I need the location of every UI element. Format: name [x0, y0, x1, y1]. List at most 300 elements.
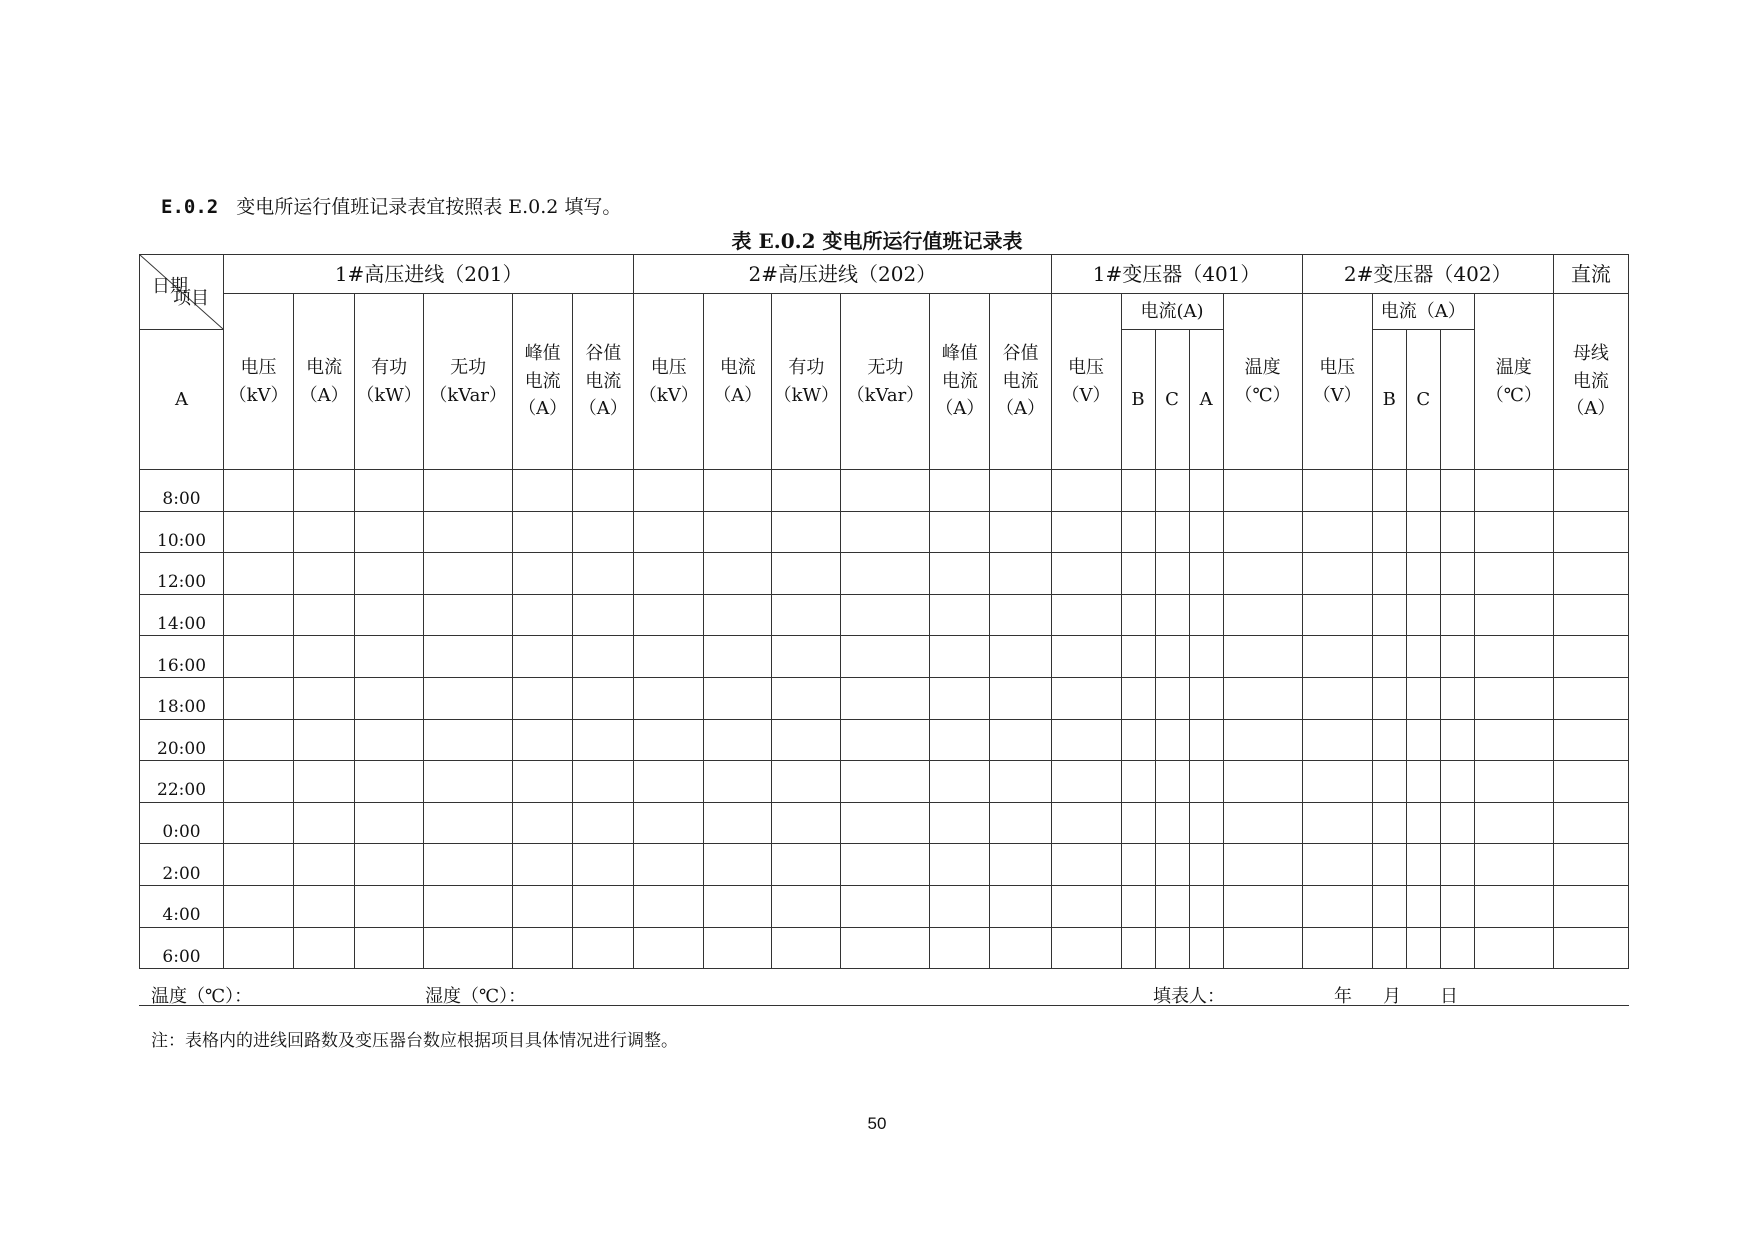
entry-cell[interactable]: [1406, 802, 1440, 844]
entry-cell[interactable]: [841, 885, 930, 927]
entry-cell[interactable]: [772, 511, 841, 553]
entry-cell[interactable]: [1155, 719, 1189, 761]
entry-cell[interactable]: [772, 885, 841, 927]
entry-cell[interactable]: [224, 594, 294, 636]
entry-cell[interactable]: [990, 511, 1051, 553]
entry-cell[interactable]: [1155, 761, 1189, 803]
entry-cell[interactable]: [224, 636, 294, 678]
entry-cell[interactable]: [1223, 802, 1302, 844]
entry-cell[interactable]: [424, 761, 513, 803]
entry-cell[interactable]: [1189, 844, 1223, 886]
entry-cell[interactable]: [224, 885, 294, 927]
time-row: [140, 927, 1629, 969]
entry-cell[interactable]: [1121, 553, 1155, 595]
entry-cell[interactable]: [513, 511, 573, 553]
entry-cell[interactable]: [1189, 511, 1223, 553]
entry-cell[interactable]: [1121, 844, 1155, 886]
entry-cell[interactable]: [1302, 677, 1372, 719]
entry-cell[interactable]: [1051, 677, 1121, 719]
header-line: 电流: [585, 370, 622, 392]
header-line: 电流: [941, 370, 978, 392]
entry-cell[interactable]: [634, 844, 704, 886]
entry-cell[interactable]: [1302, 761, 1372, 803]
entry-cell[interactable]: [1223, 470, 1302, 512]
entry-cell[interactable]: [1474, 636, 1553, 678]
entry-cell[interactable]: [513, 677, 573, 719]
entry-cell[interactable]: [1051, 594, 1121, 636]
table-caption: 表 E.0.2 变电所运行值班记录表: [731, 229, 1023, 253]
entry-cell[interactable]: [634, 594, 704, 636]
entry-cell[interactable]: [1406, 636, 1440, 678]
entry-cell[interactable]: [1553, 511, 1628, 553]
entry-cell[interactable]: [1302, 885, 1372, 927]
entry-cell[interactable]: [1189, 636, 1223, 678]
entry-cell[interactable]: [1406, 927, 1440, 969]
entry-cell[interactable]: [1474, 719, 1553, 761]
entry-cell[interactable]: [355, 470, 424, 512]
time-row: [140, 677, 1629, 719]
entry-cell[interactable]: [1440, 802, 1474, 844]
entry-cell[interactable]: [1440, 885, 1474, 927]
entry-cell[interactable]: [294, 927, 355, 969]
entry-cell[interactable]: [1372, 844, 1406, 886]
entry-cell[interactable]: [224, 927, 294, 969]
entry-cell[interactable]: [224, 761, 294, 803]
entry-cell[interactable]: [930, 761, 990, 803]
entry-cell[interactable]: [573, 553, 634, 595]
entry-cell[interactable]: [1189, 553, 1223, 595]
entry-cell[interactable]: [513, 470, 573, 512]
entry-cell[interactable]: [930, 636, 990, 678]
entry-cell[interactable]: [1302, 844, 1372, 886]
entry-cell[interactable]: [573, 844, 634, 886]
entry-cell[interactable]: [841, 802, 930, 844]
entry-cell[interactable]: [1223, 636, 1302, 678]
entry-cell[interactable]: [1372, 594, 1406, 636]
entry-cell[interactable]: [1121, 802, 1155, 844]
entry-cell[interactable]: [1553, 594, 1628, 636]
entry-cell[interactable]: [424, 511, 513, 553]
time-cell: [140, 761, 224, 803]
entry-cell[interactable]: [1155, 677, 1189, 719]
entry-cell[interactable]: [1553, 927, 1628, 969]
entry-cell[interactable]: [355, 927, 424, 969]
entry-cell[interactable]: [990, 719, 1051, 761]
time-row: [140, 636, 1629, 678]
entry-cell[interactable]: [1051, 885, 1121, 927]
entry-cell[interactable]: [704, 594, 772, 636]
entry-cell[interactable]: [1051, 511, 1121, 553]
entry-cell[interactable]: [1302, 719, 1372, 761]
entry-cell[interactable]: [513, 594, 573, 636]
dc-bus-current-header: [1553, 294, 1628, 470]
entry-cell[interactable]: [704, 927, 772, 969]
entry-cell[interactable]: [841, 636, 930, 678]
entry-cell[interactable]: [355, 802, 424, 844]
entry-cell[interactable]: [1155, 594, 1189, 636]
entry-cell[interactable]: [1189, 927, 1223, 969]
entry-cell[interactable]: [1553, 470, 1628, 512]
entry-cell[interactable]: [990, 553, 1051, 595]
entry-cell[interactable]: [1051, 719, 1121, 761]
entry-cell[interactable]: [1155, 927, 1189, 969]
entry-cell[interactable]: [424, 553, 513, 595]
entry-cell[interactable]: [1440, 761, 1474, 803]
entry-cell[interactable]: [573, 594, 634, 636]
header-line: 电压: [650, 356, 687, 378]
time-label: 0:00: [162, 822, 201, 842]
entry-cell[interactable]: [704, 636, 772, 678]
entry-cell[interactable]: [634, 677, 704, 719]
entry-cell[interactable]: [1223, 844, 1302, 886]
entry-cell[interactable]: [1474, 553, 1553, 595]
entry-cell[interactable]: [424, 594, 513, 636]
group-dc: 直流: [1553, 255, 1628, 294]
entry-cell[interactable]: [930, 511, 990, 553]
entry-cell[interactable]: [1051, 636, 1121, 678]
entry-cell[interactable]: [513, 636, 573, 678]
entry-cell[interactable]: [990, 844, 1051, 886]
entry-cell[interactable]: [1155, 844, 1189, 886]
entry-cell[interactable]: [1121, 927, 1155, 969]
entry-cell[interactable]: [930, 677, 990, 719]
entry-cell[interactable]: [1372, 719, 1406, 761]
entry-cell[interactable]: [772, 719, 841, 761]
entry-cell[interactable]: [355, 844, 424, 886]
entry-cell[interactable]: [513, 719, 573, 761]
entry-cell[interactable]: [1553, 553, 1628, 595]
entry-cell[interactable]: [1155, 553, 1189, 595]
entry-cell[interactable]: [1223, 677, 1302, 719]
entry-cell[interactable]: [990, 761, 1051, 803]
entry-cell[interactable]: [1553, 885, 1628, 927]
entry-cell[interactable]: [355, 719, 424, 761]
entry-cell[interactable]: [1223, 927, 1302, 969]
entry-cell[interactable]: [1223, 761, 1302, 803]
entry-cell[interactable]: [772, 927, 841, 969]
header-line: （kV）: [228, 384, 289, 406]
entry-cell[interactable]: [1121, 470, 1155, 512]
corner-date-label: 日期: [152, 276, 188, 298]
entry-cell[interactable]: [1121, 636, 1155, 678]
entry-cell[interactable]: [841, 677, 930, 719]
entry-cell[interactable]: [990, 636, 1051, 678]
entry-cell[interactable]: [294, 761, 355, 803]
entry-cell[interactable]: [1474, 594, 1553, 636]
entry-cell[interactable]: [294, 844, 355, 886]
entry-cell[interactable]: [704, 677, 772, 719]
entry-cell[interactable]: [1474, 927, 1553, 969]
entry-cell[interactable]: [634, 636, 704, 678]
entry-cell[interactable]: [930, 470, 990, 512]
entry-cell[interactable]: [1302, 636, 1372, 678]
entry-cell[interactable]: [1372, 761, 1406, 803]
entry-cell[interactable]: [224, 470, 294, 512]
tr1-voltage-header: [1051, 294, 1121, 470]
entry-cell[interactable]: [1553, 677, 1628, 719]
entry-cell[interactable]: [513, 761, 573, 803]
entry-cell[interactable]: [1302, 927, 1372, 969]
entry-cell[interactable]: [930, 844, 990, 886]
entry-cell[interactable]: [513, 844, 573, 886]
entry-cell[interactable]: [990, 885, 1051, 927]
entry-cell[interactable]: [424, 844, 513, 886]
entry-cell[interactable]: [704, 470, 772, 512]
entry-cell[interactable]: [355, 885, 424, 927]
entry-cell[interactable]: [634, 927, 704, 969]
header-line: （kVar）: [429, 384, 507, 406]
entry-cell[interactable]: [1155, 470, 1189, 512]
entry-cell[interactable]: [1189, 470, 1223, 512]
entry-cell[interactable]: [1189, 802, 1223, 844]
entry-cell[interactable]: [1051, 927, 1121, 969]
entry-cell[interactable]: [634, 511, 704, 553]
header-line: （kV）: [638, 384, 699, 406]
entry-cell[interactable]: [424, 636, 513, 678]
entry-cell[interactable]: [1051, 761, 1121, 803]
entry-cell[interactable]: [1051, 844, 1121, 886]
entry-cell[interactable]: [841, 511, 930, 553]
entry-cell[interactable]: [1440, 594, 1474, 636]
entry-cell[interactable]: [1553, 719, 1628, 761]
footer-month: 月: [1383, 986, 1401, 1007]
entry-cell[interactable]: [841, 761, 930, 803]
entry-cell[interactable]: [1372, 553, 1406, 595]
entry-cell[interactable]: [1474, 761, 1553, 803]
entry-cell[interactable]: [704, 511, 772, 553]
entry-cell[interactable]: [1406, 719, 1440, 761]
entry-cell[interactable]: [294, 470, 355, 512]
header-line: （A）: [299, 384, 349, 406]
entry-cell[interactable]: [573, 511, 634, 553]
entry-cell[interactable]: [1155, 511, 1189, 553]
entry-cell[interactable]: [704, 844, 772, 886]
entry-cell[interactable]: [772, 594, 841, 636]
entry-cell[interactable]: [1051, 553, 1121, 595]
entry-cell[interactable]: [930, 927, 990, 969]
entry-cell[interactable]: [990, 802, 1051, 844]
entry-cell[interactable]: [294, 511, 355, 553]
entry-cell[interactable]: [1121, 594, 1155, 636]
entry-cell[interactable]: [224, 844, 294, 886]
in1-reactive-power-header: [424, 294, 513, 470]
entry-cell[interactable]: [294, 885, 355, 927]
entry-cell[interactable]: [573, 927, 634, 969]
entry-cell[interactable]: [1189, 677, 1223, 719]
entry-cell[interactable]: [1223, 885, 1302, 927]
entry-cell[interactable]: [1223, 719, 1302, 761]
entry-cell[interactable]: [513, 553, 573, 595]
entry-cell[interactable]: [424, 802, 513, 844]
entry-cell[interactable]: [1189, 761, 1223, 803]
entry-cell[interactable]: [1440, 719, 1474, 761]
entry-cell[interactable]: [1440, 511, 1474, 553]
time-row: [140, 511, 1629, 553]
entry-cell[interactable]: [634, 761, 704, 803]
entry-cell[interactable]: [1553, 844, 1628, 886]
entry-cell[interactable]: [1406, 677, 1440, 719]
entry-cell[interactable]: [513, 885, 573, 927]
entry-cell[interactable]: [930, 885, 990, 927]
entry-cell[interactable]: [704, 761, 772, 803]
entry-cell[interactable]: [772, 802, 841, 844]
entry-cell[interactable]: [1372, 677, 1406, 719]
entry-cell[interactable]: [841, 719, 930, 761]
entry-cell[interactable]: [1302, 802, 1372, 844]
entry-cell[interactable]: [355, 553, 424, 595]
entry-cell[interactable]: [424, 927, 513, 969]
entry-cell[interactable]: [573, 677, 634, 719]
entry-cell[interactable]: [1406, 885, 1440, 927]
entry-cell[interactable]: [294, 594, 355, 636]
entry-cell[interactable]: [772, 636, 841, 678]
entry-cell[interactable]: [1406, 511, 1440, 553]
entry-cell[interactable]: [634, 553, 704, 595]
entry-cell[interactable]: [930, 594, 990, 636]
entry-cell[interactable]: [1155, 885, 1189, 927]
entry-cell[interactable]: [1121, 885, 1155, 927]
entry-cell[interactable]: [1121, 677, 1155, 719]
entry-cell[interactable]: [224, 511, 294, 553]
entry-cell[interactable]: [424, 677, 513, 719]
entry-cell[interactable]: [1223, 553, 1302, 595]
entry-cell[interactable]: [1121, 511, 1155, 553]
entry-cell[interactable]: [355, 677, 424, 719]
entry-cell[interactable]: [1189, 719, 1223, 761]
entry-cell[interactable]: [224, 677, 294, 719]
entry-cell[interactable]: [1440, 677, 1474, 719]
entry-cell[interactable]: [424, 885, 513, 927]
entry-cell[interactable]: [1372, 511, 1406, 553]
entry-cell[interactable]: [224, 802, 294, 844]
entry-cell[interactable]: [704, 802, 772, 844]
entry-cell[interactable]: [772, 844, 841, 886]
entry-cell[interactable]: [573, 885, 634, 927]
entry-cell[interactable]: [1189, 885, 1223, 927]
entry-cell[interactable]: [1223, 511, 1302, 553]
entry-cell[interactable]: [1372, 802, 1406, 844]
entry-cell[interactable]: [1406, 844, 1440, 886]
entry-cell[interactable]: [1553, 802, 1628, 844]
entry-cell[interactable]: [1121, 761, 1155, 803]
entry-cell[interactable]: [513, 927, 573, 969]
entry-cell[interactable]: [841, 553, 930, 595]
entry-cell[interactable]: [1553, 636, 1628, 678]
entry-cell[interactable]: [1372, 885, 1406, 927]
entry-cell[interactable]: [355, 511, 424, 553]
entry-cell[interactable]: [1302, 553, 1372, 595]
entry-cell[interactable]: [634, 802, 704, 844]
entry-cell[interactable]: [1440, 470, 1474, 512]
entry-cell[interactable]: [1155, 636, 1189, 678]
entry-cell[interactable]: [573, 636, 634, 678]
entry-cell[interactable]: [1440, 553, 1474, 595]
header-line: （A）: [713, 384, 763, 406]
entry-cell[interactable]: [1372, 927, 1406, 969]
entry-cell[interactable]: [1189, 594, 1223, 636]
entry-cell[interactable]: [355, 761, 424, 803]
entry-cell[interactable]: [1155, 802, 1189, 844]
entry-cell[interactable]: [1406, 594, 1440, 636]
entry-cell[interactable]: [841, 470, 930, 512]
entry-cell[interactable]: [634, 885, 704, 927]
entry-cell[interactable]: [1440, 844, 1474, 886]
entry-cell[interactable]: [841, 594, 930, 636]
entry-cell[interactable]: [704, 553, 772, 595]
entry-cell[interactable]: [573, 719, 634, 761]
entry-cell[interactable]: [224, 553, 294, 595]
entry-cell[interactable]: [1474, 885, 1553, 927]
entry-cell[interactable]: [1474, 844, 1553, 886]
entry-cell[interactable]: [224, 719, 294, 761]
entry-cell[interactable]: [930, 719, 990, 761]
entry-cell[interactable]: [930, 553, 990, 595]
entry-cell[interactable]: [355, 636, 424, 678]
entry-cell[interactable]: [513, 802, 573, 844]
entry-cell[interactable]: [1372, 470, 1406, 512]
entry-cell[interactable]: [1440, 927, 1474, 969]
entry-cell[interactable]: [772, 470, 841, 512]
entry-cell[interactable]: [294, 719, 355, 761]
entry-cell[interactable]: [841, 927, 930, 969]
entry-cell[interactable]: [294, 677, 355, 719]
entry-cell[interactable]: [294, 636, 355, 678]
entry-cell[interactable]: [1406, 761, 1440, 803]
entry-cell[interactable]: [573, 761, 634, 803]
entry-cell[interactable]: [1302, 470, 1372, 512]
entry-cell[interactable]: [990, 677, 1051, 719]
entry-cell[interactable]: [990, 470, 1051, 512]
entry-cell[interactable]: [704, 885, 772, 927]
clause-text: 变电所运行值班记录表宜按照表 E.0.2 填写。: [236, 196, 622, 218]
entry-cell[interactable]: [841, 844, 930, 886]
entry-cell[interactable]: [294, 553, 355, 595]
entry-cell[interactable]: [1474, 511, 1553, 553]
entry-cell[interactable]: [1302, 511, 1372, 553]
entry-cell[interactable]: [1474, 802, 1553, 844]
entry-cell[interactable]: [634, 470, 704, 512]
entry-cell[interactable]: [1372, 636, 1406, 678]
entry-cell[interactable]: [1051, 470, 1121, 512]
entry-cell[interactable]: [990, 927, 1051, 969]
entry-cell[interactable]: [772, 761, 841, 803]
entry-cell[interactable]: [1474, 470, 1553, 512]
entry-cell[interactable]: [1406, 553, 1440, 595]
entry-cell[interactable]: [772, 553, 841, 595]
entry-cell[interactable]: [1553, 761, 1628, 803]
entry-cell[interactable]: [424, 470, 513, 512]
entry-cell[interactable]: [294, 802, 355, 844]
entry-cell[interactable]: [704, 719, 772, 761]
entry-cell[interactable]: [930, 802, 990, 844]
entry-cell[interactable]: [1223, 594, 1302, 636]
time-cell: [140, 885, 224, 927]
entry-cell[interactable]: [772, 677, 841, 719]
entry-cell[interactable]: [1474, 677, 1553, 719]
header-line: 电流: [524, 370, 561, 392]
entry-cell[interactable]: [634, 719, 704, 761]
entry-cell[interactable]: [1121, 719, 1155, 761]
entry-cell[interactable]: [1302, 594, 1372, 636]
entry-cell[interactable]: [1440, 636, 1474, 678]
entry-cell[interactable]: [1051, 802, 1121, 844]
entry-cell[interactable]: [424, 719, 513, 761]
entry-cell[interactable]: [990, 594, 1051, 636]
entry-cell[interactable]: [573, 802, 634, 844]
entry-cell[interactable]: [1406, 470, 1440, 512]
entry-cell[interactable]: [355, 594, 424, 636]
entry-cell[interactable]: [573, 470, 634, 512]
